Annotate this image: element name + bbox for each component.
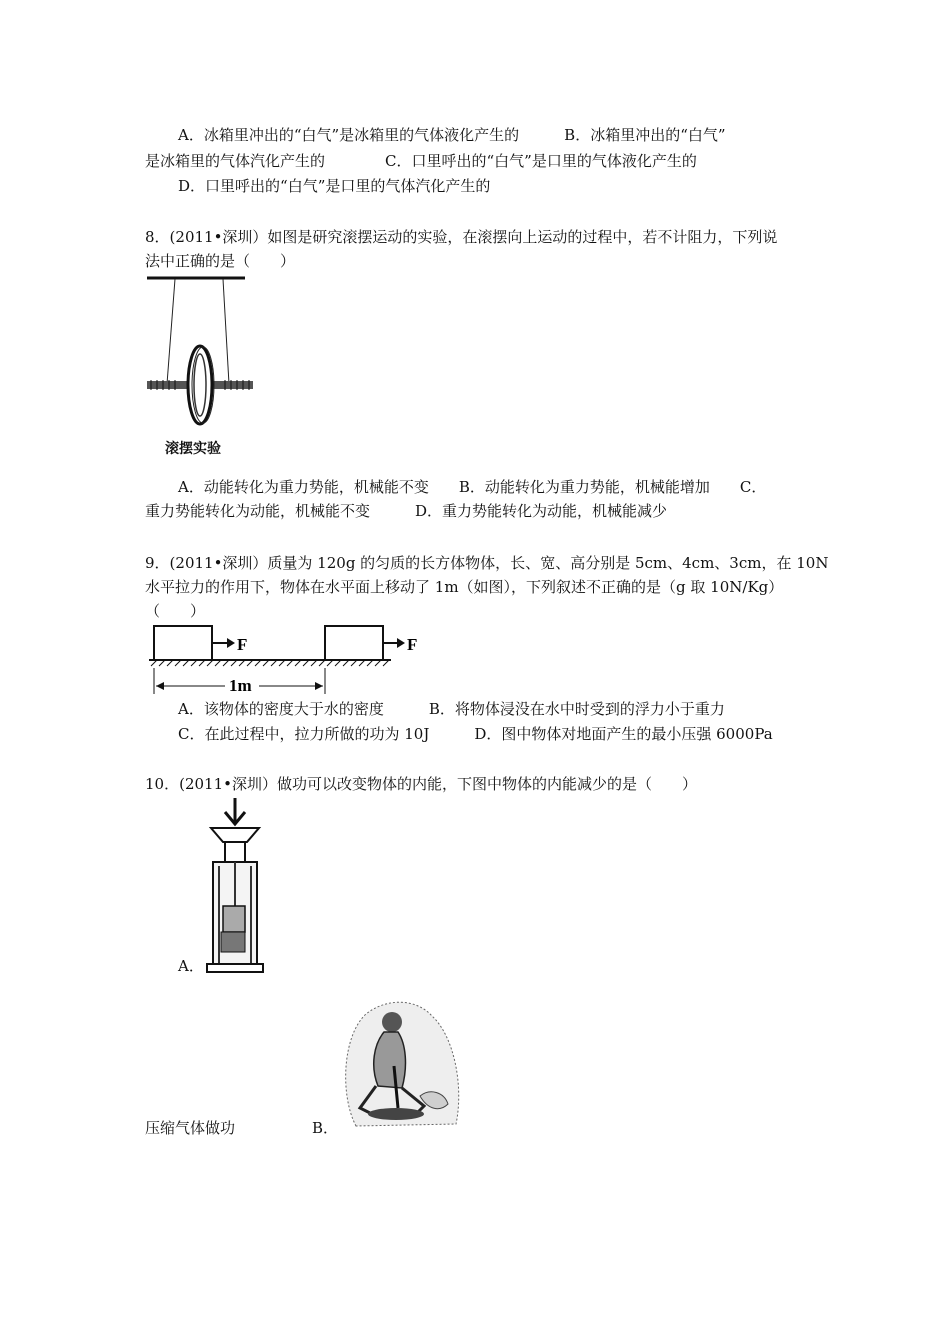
force-label-left: F xyxy=(237,635,248,654)
rolling-pendulum-figure xyxy=(145,274,255,434)
q10-stem: 10．(2011•深圳）做功可以改变物体的内能，下图中物体的内能减少的是（ ） xyxy=(145,775,697,793)
q9-options-line-2: C．在此过程中，拉力所做的功为 10J D．图中物体对地面产生的最小压强 6000Pa xyxy=(178,725,773,743)
force-label-right: F xyxy=(407,635,418,654)
q8-stem-line-1: 8．(2011•深圳）如图是研究滚摆运动的实验，在滚摆向上运动的过程中，若不计阻力，下列说 xyxy=(145,228,778,246)
q10-option-a-text: 压缩气体做功 xyxy=(145,1119,236,1137)
q9-stem-line-3: （ ） xyxy=(145,602,206,620)
q8-options-line-1: A．动能转化为重力势能，机械能不变 B．动能转化为重力势能，机械能增加 C． xyxy=(178,478,767,496)
rolling-pendulum-caption: 滚摆实验 xyxy=(165,441,221,457)
q7-option-a-b: A．冰箱里冲出的“白气”是冰箱里的气体液化产生的 B．冰箱里冲出的“白气” xyxy=(178,126,726,144)
q9-stem-line-1: 9．(2011•深圳）质量为 120g 的匀质的长方体物体，长、宽、高分别是 5cm、4cm、3cm，在 10N xyxy=(145,554,829,572)
q9-stem-line-2: 水平拉力的作用下，物体在水平面上移动了 1m（如图），下列叙述不正确的是（g 取 10N/Kg） xyxy=(145,578,784,596)
q9-options-line-1: A．该物体的密度大于水的密度 B．将物体浸没在水中时受到的浮力小于重力 xyxy=(178,700,725,718)
q8-options-line-2: 重力势能转化为动能，机械能不变 D．重力势能转化为动能，机械能减少 xyxy=(145,502,668,520)
block-pull-figure xyxy=(145,622,425,698)
compressed-gas-figure xyxy=(205,796,265,976)
distance-label: 1m xyxy=(229,676,252,695)
q8-stem-line-2: 法中正确的是（ ） xyxy=(145,252,296,270)
fire-drill-figure xyxy=(336,996,468,1136)
q7-option-d: D．口里呼出的“白气”是口里的气体汽化产生的 xyxy=(178,177,491,195)
q10-option-a-label: A． xyxy=(178,957,204,975)
q7-option-b-c: 是冰箱里的气体汽化产生的 C．口里呼出的“白气”是口里的气体液化产生的 xyxy=(145,152,697,170)
q10-option-b-label: B． xyxy=(312,1119,339,1137)
